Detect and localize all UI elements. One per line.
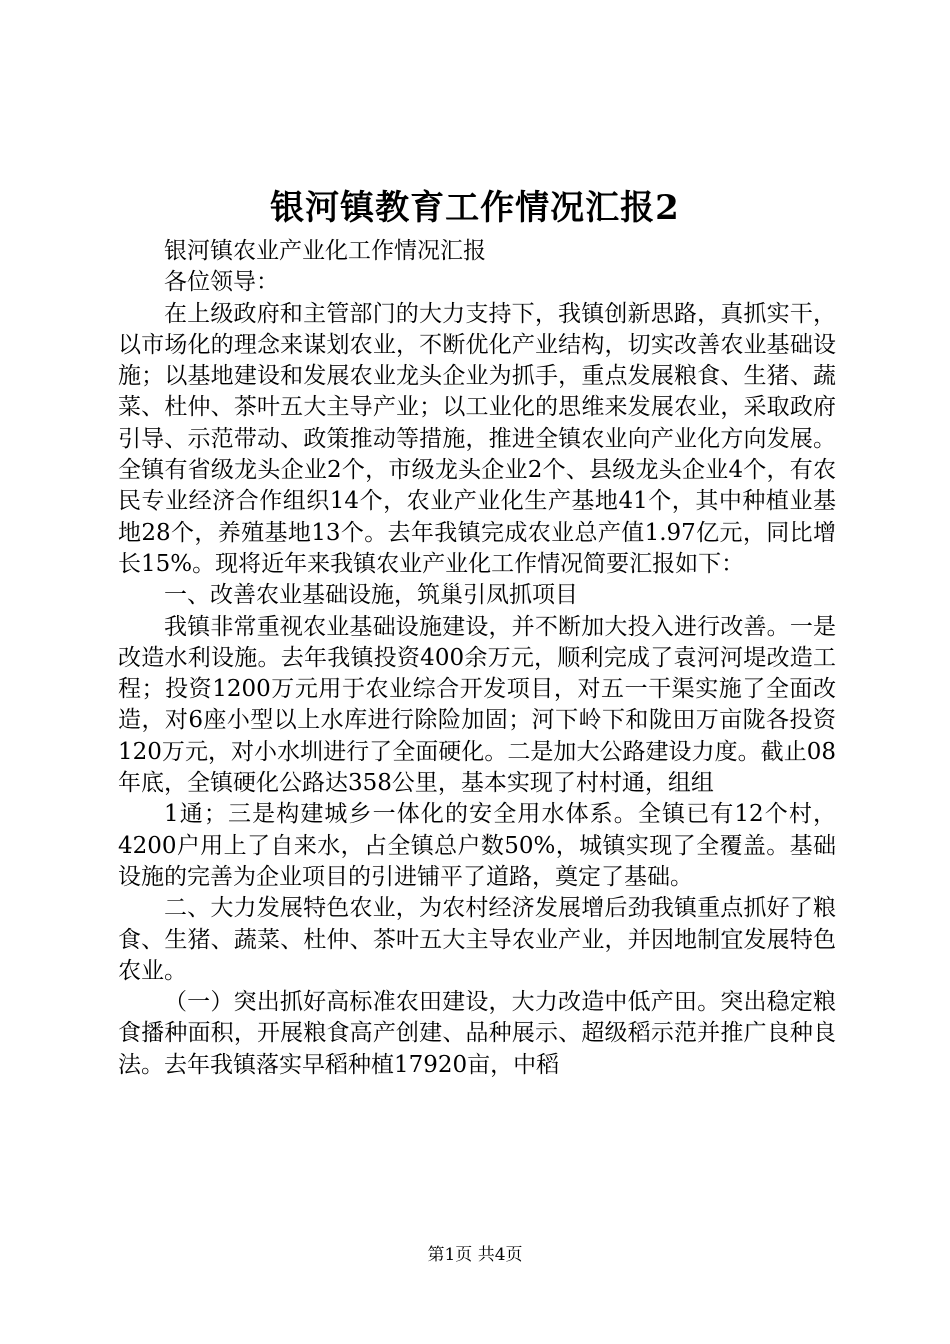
section-1-continuation-paragraph: 1通；三是构建城乡一体化的安全用水体系。全镇已有12个村，4200户用上了自来水，占全镇总户数50%，城镇实现了全覆盖。基础设施的完善为企业项目的引进铺平了道路，奠定了基础。 — [118, 801, 836, 890]
intro-paragraph: 在上级政府和主管部门的大力支持下，我镇创新思路，真抓实干，以市场化的理念来谋划农业，不断优化产业结构，切实改善农业基础设施；以基地建设和发展农业龙头企业为抓手，重点发展粮食、生猪、蔬菜、杜仲、茶叶五大主导产业；以工业化的思维来发展农业，采取政府引导、示范带动、政策推动等措施，推进全镇农业向产业化方向发展。全镇有省级龙头企业2个，市级龙头企业2个、县级龙头企业4个，有农民专业经济合作组织14个，农业产业化生产基地41个，其中种植业基地28个，养殖基地13个。去年我镇完成农业总产值1.97亿元，同比增长15%。现将近年来我镇农业产业化工作情况简要汇报如下： — [118, 300, 836, 577]
document-title: 银河镇教育工作情况汇报2 — [270, 188, 680, 228]
section-1-paragraph: 我镇非常重视农业基础设施建设，并不断加大投入进行改善。一是改造水利设施。去年我镇投资400余万元，顺利完成了袁河河堤改造工程；投资1200万元用于农业综合开发项目，对五一干渠实施了全面改造，对6座小型以上水库进行除险加固；河下岭下和陇田万亩陇各投资120万元，对小水圳进行了全面硬化。二是加大公路建设力度。截止08年底，全镇硬化公路达358公里，基本实现了村村通，组组 — [118, 613, 836, 797]
subtitle-paragraph: 银河镇农业产业化工作情况汇报 — [164, 238, 486, 264]
page-footer: 第1页 共4页 — [427, 1245, 523, 1265]
salutation-paragraph: 各位领导： — [164, 269, 279, 296]
section-heading-2-paragraph: 二、大力发展特色农业，为农村经济发展增后劲我镇重点抓好了粮食、生猪、蔬菜、杜仲、茶叶五大主导农业产业，并因地制宜发展特色农业。 — [118, 895, 836, 984]
document-body — [118, 236, 836, 1081]
subsection-1-paragraph: （一）突出抓好高标准农田建设，大力改造中低产田。突出稳定粮食播种面积，开展粮食高产创建、品种展示、超级稻示范并推广良种良法。去年我镇落实早稻种植17920亩，中稻 — [118, 989, 836, 1078]
section-heading-1: 一、改善农业基础设施，筑巢引凤抓项目 — [164, 582, 578, 609]
